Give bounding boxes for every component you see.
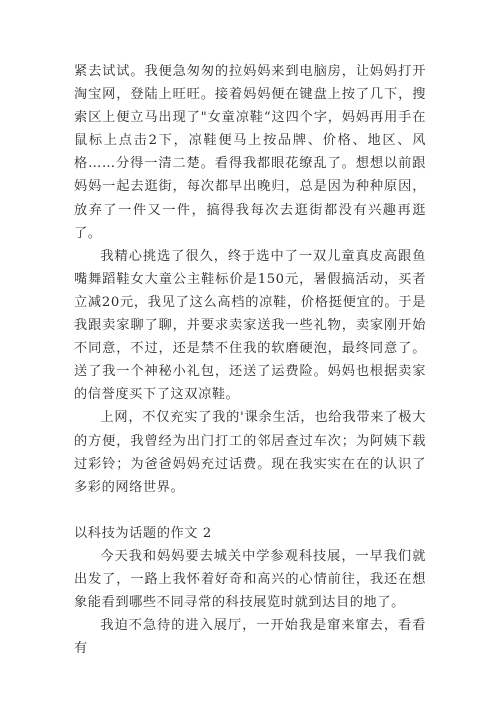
document-body <box>74 60 426 660</box>
paragraph-exhibition-hall: 我迫不急待的进入展厅，一开始我是窜来窜去，看看有 <box>74 618 426 657</box>
paragraph-science-exhibition: 今天我和妈妈要去城关中学参观科技展，一早我们就出发了，一路上我怀着好奇和高兴的心情前往，我还在想象能看到哪些不同寻常的科技展览时就到达目的地了。 <box>74 548 426 611</box>
paragraph-shoe-selection: 我精心挑选了很久，终于选中了一双儿童真皮高跟鱼嘴舞蹈鞋女大童公主鞋标价是150元，暑假搞活动，买者立减20元，我见了这么高档的凉鞋，价格挺便宜的。于是我跟卖家聊了聊，并要求卖家送我一些礼物，卖家刚开始不同意，不过，还是禁不住我的软磨硬泡，最终同意了。送了我一个神秘小礼包，还送了运费险。妈妈也根据卖家的信誉度买下了这双凉鞋。 <box>74 248 426 403</box>
paragraph-internet-benefits: 上网，不仅充实了我的'课余生活，也给我带来了极大的方便，我曾经为出门打工的邻居查过车次；为阿姨下载过彩铃；为爸爸妈妈充过话费。现在我实实在在的认识了多彩的网络世界。 <box>74 410 426 495</box>
section-heading: 以科技为话题的作文 2 <box>74 525 212 541</box>
paragraph-continuation: 紧去试试。我便急匆匆的拉妈妈来到电脑房，让妈妈打开淘宝网，登陆上旺旺。接着妈妈便在键盘上按了几下，搜索区上便立马出现了"女童凉鞋“这四个字，妈妈再用手在鼠标上点击2下，凉鞋便马上按品牌、价格、地区、风格……分得一清二楚。看得我都眼花缭乱了。想想以前跟妈妈一起去逛街，每次都早出晚归，总是因为种种原因，放弃了一件又一件，搞得我每次去逛街都没有兴趣再逛了。 <box>74 64 426 241</box>
